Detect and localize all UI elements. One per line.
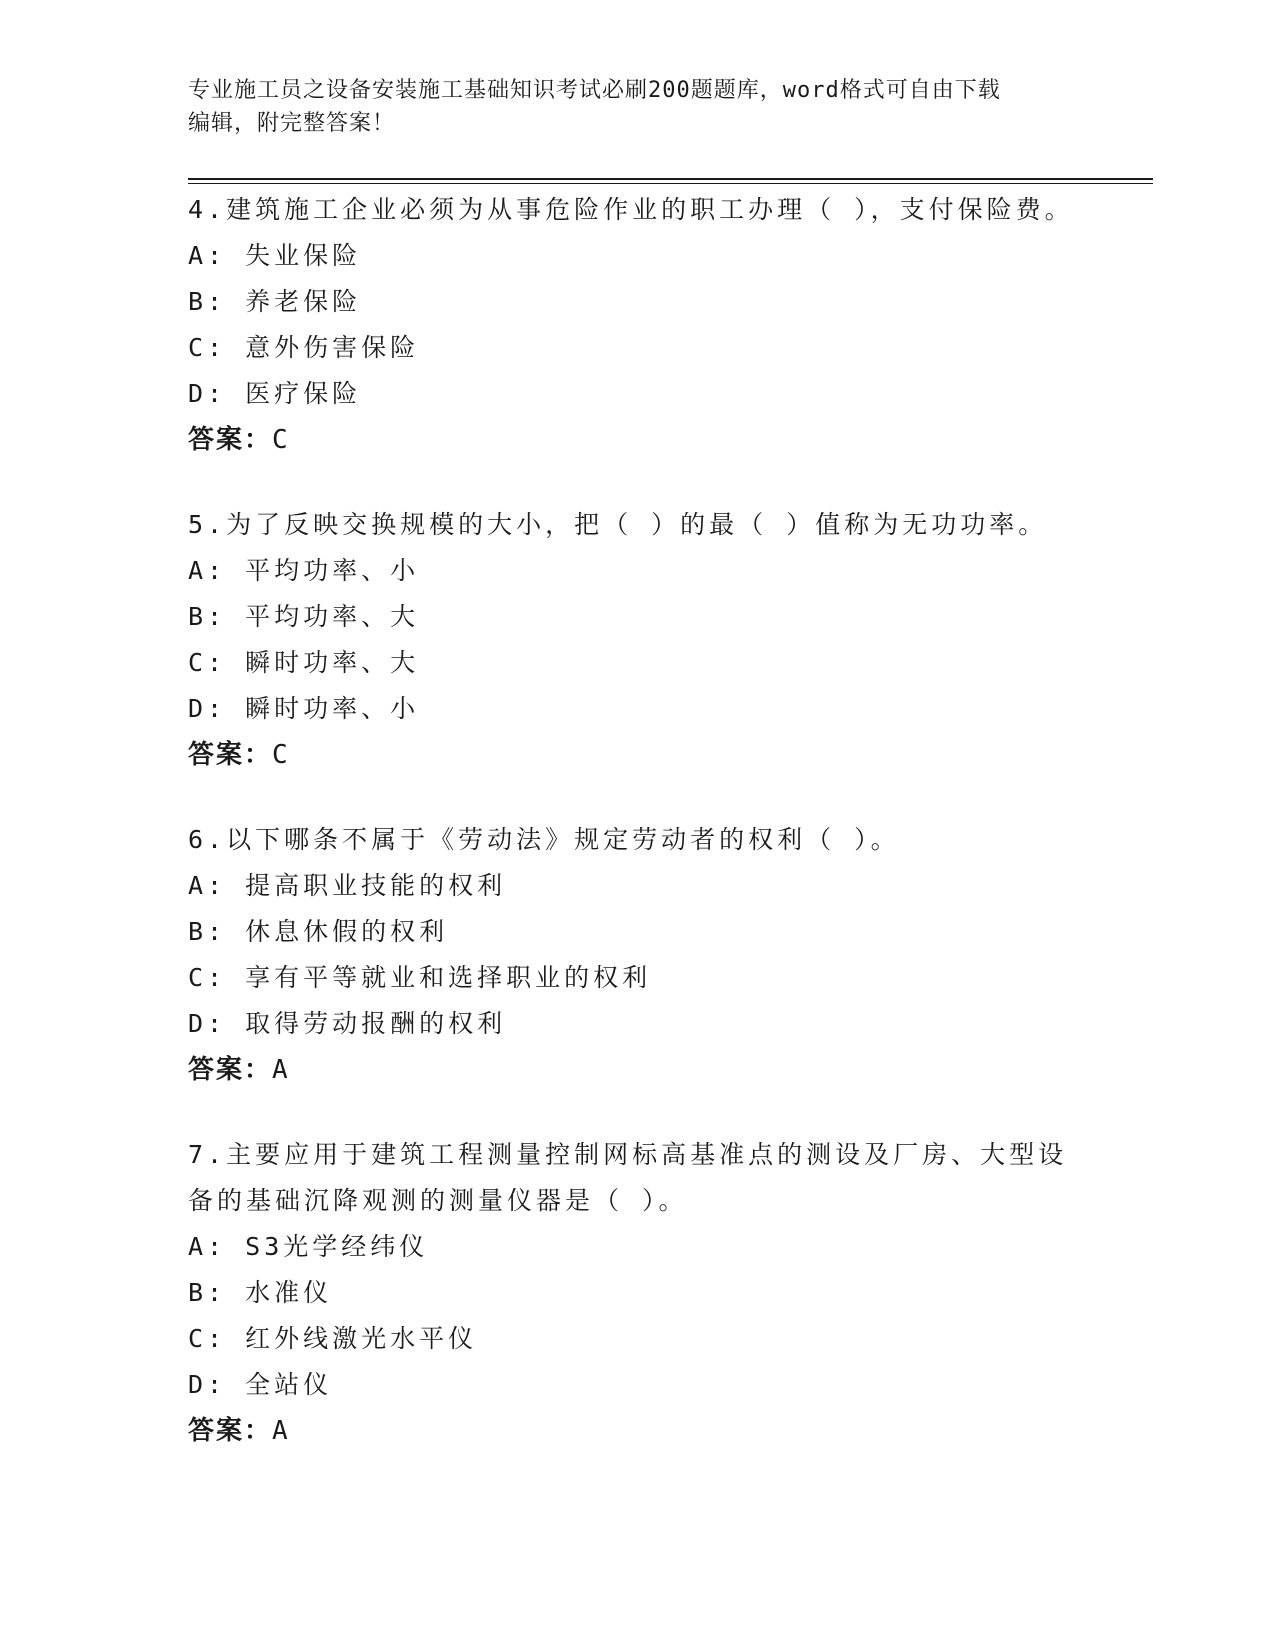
answer [188, 417, 1088, 463]
option-d: D: 瞬时功率、小 [188, 694, 420, 723]
question-text: 4.建筑施工企业必须为从事危险作业的职工办理（ ），支付保险费。 [188, 195, 1074, 224]
option-a: A: 失业保险 [188, 241, 362, 270]
option-d: D: 取得劳动报酬的权利 [188, 1009, 507, 1038]
header-rule-thin [188, 183, 1153, 184]
document-header [188, 74, 1068, 140]
question-text-line-1: 7.主要应用于建筑工程测量控制网标高基准点的测设及厂房、大型设 [188, 1140, 1068, 1169]
answer-value: C [272, 425, 290, 455]
option-b: B: 休息休假的权利 [188, 917, 449, 946]
option-a: A: 平均功率、小 [188, 556, 420, 585]
option-b: B: 养老保险 [188, 287, 362, 316]
option-a: A: S3光学经纬仪 [188, 1232, 429, 1261]
answer-value: A [272, 1055, 290, 1085]
option-b: B: 水准仪 [188, 1278, 333, 1307]
question-text-line-2: 备的基础沉降观测的测量仪器是（ ）。 [188, 1186, 688, 1215]
option-c: C: 享有平等就业和选择职业的权利 [188, 963, 652, 992]
option-c: C: 红外线激光水平仪 [188, 1324, 478, 1353]
option-a: A: 提高职业技能的权利 [188, 871, 507, 900]
answer-label: 答案： [188, 1416, 273, 1446]
question-text: 6.以下哪条不属于《劳动法》规定劳动者的权利（ ）。 [188, 825, 900, 854]
option-b: B: 平均功率、大 [188, 602, 420, 631]
question-5 [188, 502, 1088, 778]
answer [188, 1408, 1088, 1454]
answer-label: 答案： [188, 740, 273, 770]
answer-value: A [272, 1416, 290, 1446]
answer-value: C [272, 740, 290, 770]
option-d: D: 全站仪 [188, 1370, 333, 1399]
header-line-2: 编辑，附完整答案！ [188, 111, 396, 136]
answer-label: 答案： [188, 1055, 273, 1085]
question-4 [188, 187, 1088, 463]
answer-label: 答案： [188, 425, 273, 455]
answer [188, 732, 1088, 778]
question-text: 5.为了反映交换规模的大小，把（ ）的最（ ）值称为无功功率。 [188, 510, 1048, 539]
answer [188, 1047, 1088, 1093]
header-line-1: 专业施工员之设备安装施工基础知识考试必刷200题题库，word格式可自由下载 [188, 78, 1001, 103]
option-d: D: 医疗保险 [188, 379, 362, 408]
question-6 [188, 817, 1088, 1093]
option-c: C: 瞬时功率、大 [188, 648, 420, 677]
option-c: C: 意外伤害保险 [188, 333, 420, 362]
question-7 [188, 1132, 1088, 1454]
header-rule-thick [188, 178, 1153, 180]
